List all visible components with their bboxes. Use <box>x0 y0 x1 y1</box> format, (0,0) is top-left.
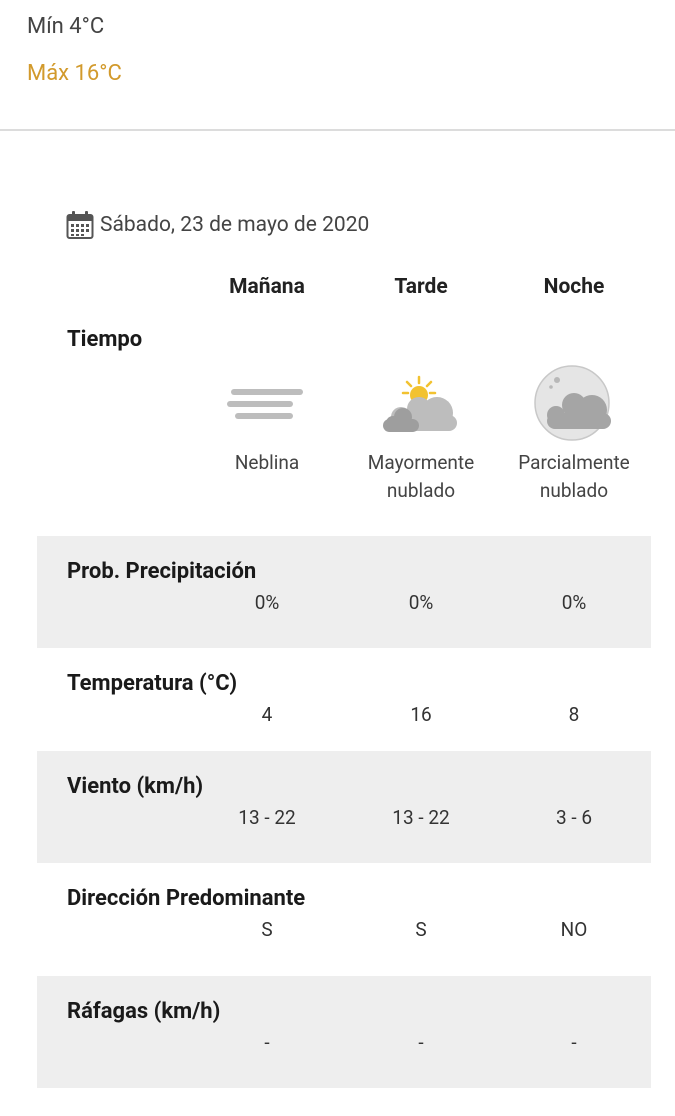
tiempo-label: Tiempo <box>67 327 143 352</box>
wind-label: Viento (km/h) <box>67 774 204 799</box>
precipitation-label: Prob. Precipitación <box>67 559 257 584</box>
wind-morning: 13 - 22 <box>238 806 296 829</box>
temperature-afternoon: 16 <box>410 703 432 726</box>
wind-row <box>37 751 651 863</box>
wind-direction-afternoon: S <box>415 918 427 941</box>
precipitation-morning: 0% <box>254 591 280 614</box>
wind-direction-night: NO <box>560 918 588 941</box>
temperature-night: 8 <box>568 703 580 726</box>
wind-direction-label: Dirección Predominante <box>67 886 306 911</box>
min-temperature: Mín 4°C <box>27 14 105 39</box>
gusts-afternoon: - <box>418 1031 424 1054</box>
gusts-night: - <box>571 1031 577 1054</box>
temperature-summary <box>0 0 675 131</box>
max-temperature: Máx 16°C <box>27 61 122 86</box>
wind-direction-row <box>37 863 651 975</box>
date-text: Sábado, 23 de mayo de 2020 <box>100 213 370 237</box>
partly-cloudy-night-icon <box>497 366 651 444</box>
weather-desc-afternoon: Mayormente nublado <box>367 451 475 502</box>
wind-afternoon: 13 - 22 <box>392 806 450 829</box>
weather-desc-night: Parcialmente nublado <box>518 451 630 502</box>
gusts-morning: - <box>264 1031 270 1054</box>
wind-night: 3 - 6 <box>555 806 593 829</box>
mostly-cloudy-day-icon <box>344 366 498 444</box>
temperature-label: Temperatura (°C) <box>67 671 238 696</box>
calendar-icon <box>66 210 94 240</box>
temperature-morning: 4 <box>261 703 273 726</box>
fog-icon <box>190 366 344 444</box>
wind-direction-morning: S <box>261 918 273 941</box>
precipitation-night: 0% <box>561 591 587 614</box>
temperature-row <box>37 648 651 760</box>
period-afternoon: Tarde <box>394 275 448 299</box>
forecast-date <box>66 210 369 240</box>
gusts-row <box>37 976 651 1088</box>
period-morning: Mañana <box>229 275 305 299</box>
period-night: Noche <box>543 275 605 299</box>
weather-desc-morning: Neblina <box>234 451 300 474</box>
precipitation-afternoon: 0% <box>408 591 434 614</box>
gusts-label: Ráfagas (km/h) <box>67 999 221 1024</box>
precipitation-row <box>37 536 651 648</box>
